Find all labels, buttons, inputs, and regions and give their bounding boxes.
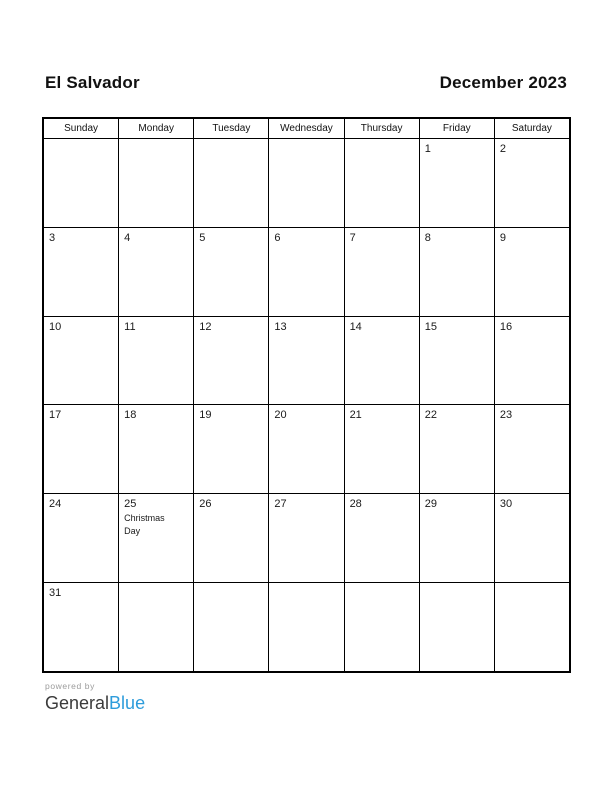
day-number: 3 [49,231,56,244]
day-number: 30 [499,498,513,511]
day-cell-15 [420,317,495,405]
week-row [44,494,569,583]
day-cell-3 [44,228,119,316]
day-cell-empty [194,139,269,227]
day-number: 13 [274,320,287,333]
day-cell-12 [194,317,269,405]
day-number: 20 [274,409,287,422]
day-cell-14 [345,317,420,405]
calendar-grid [42,117,571,673]
weekday-label-thursday: Thursday [345,119,420,138]
brand-blue-text: Blue [109,693,146,713]
day-number: 25 [124,498,137,511]
day-number: 28 [349,498,362,511]
day-number: 31 [49,587,62,600]
day-number: 16 [499,320,513,333]
day-cell-empty [194,583,269,671]
day-number: 24 [49,498,62,511]
day-cell-empty [269,583,344,671]
weekday-label-sunday: Sunday [44,119,119,138]
day-cell-empty [420,583,495,671]
day-cell-4 [119,228,194,316]
day-cell-26 [194,494,269,582]
week-row [44,405,569,494]
day-cell-2 [495,139,569,227]
day-number: 12 [199,320,212,333]
day-number: 15 [424,320,437,333]
weekday-label-saturday: Saturday [511,123,552,134]
day-cell-10 [44,317,119,405]
brand-general-text: General [45,693,110,713]
week-row [44,228,569,317]
day-cell-18 [119,405,194,493]
day-cell-17 [44,405,119,493]
day-cell-empty [345,139,420,227]
day-cell-22 [420,405,495,493]
day-number: 6 [274,231,281,244]
weekday-header-row [44,119,569,139]
day-cell-5 [194,228,269,316]
day-cell-19 [194,405,269,493]
country-title: El Salvador [45,73,140,92]
day-number: 27 [274,498,287,511]
day-cell-16 [495,317,569,405]
day-cell-empty [495,583,569,671]
generalblue-logo-link[interactable] [45,692,145,714]
month-year-title: December 2023 [439,73,567,92]
holiday-label: Christmas Day [124,513,165,537]
day-number: 18 [124,409,137,422]
footer [45,681,145,714]
day-cell-11 [119,317,194,405]
day-number: 29 [424,498,437,511]
day-number: 10 [49,320,62,333]
day-cell-29 [420,494,495,582]
day-cell-7 [345,228,420,316]
day-cell-1 [420,139,495,227]
day-cell-empty [44,139,119,227]
calendar-header [45,73,567,93]
day-number: 8 [424,231,431,244]
day-number: 21 [349,409,362,422]
powered-by-label: powered by [45,681,95,691]
day-number: 9 [499,231,506,244]
day-cell-empty [269,139,344,227]
day-cell-24 [44,494,119,582]
day-number: 19 [199,409,212,422]
day-cell-20 [269,405,344,493]
day-number: 7 [349,231,356,244]
day-number: 4 [124,231,131,244]
day-cell-8 [420,228,495,316]
day-cell-9 [495,228,569,316]
day-cell-31 [44,583,119,671]
day-cell-25 [119,494,194,582]
weekday-label-tuesday: Tuesday [194,119,269,138]
day-number: 14 [349,320,362,333]
day-number: 22 [424,409,437,422]
day-cell-empty [345,583,420,671]
day-number: 1 [424,143,431,155]
day-number: 17 [49,409,62,422]
day-cell-13 [269,317,344,405]
day-cell-empty [119,139,194,227]
day-cell-27 [269,494,344,582]
day-cell-30 [495,494,569,582]
week-row [44,317,569,406]
week-row [44,139,569,228]
day-cell-6 [269,228,344,316]
day-number: 26 [199,498,212,511]
day-cell-21 [345,405,420,493]
day-cell-empty [119,583,194,671]
weekday-label-monday: Monday [119,119,194,138]
day-number: 23 [499,409,513,422]
weekday-label-wednesday: Wednesday [269,119,344,138]
day-number: 5 [199,231,206,244]
day-cell-23 [495,405,569,493]
weekday-label-friday: Friday [420,119,495,138]
day-cell-28 [345,494,420,582]
day-number: 2 [499,143,506,155]
week-row [44,583,569,671]
day-number: 11 [124,320,136,333]
